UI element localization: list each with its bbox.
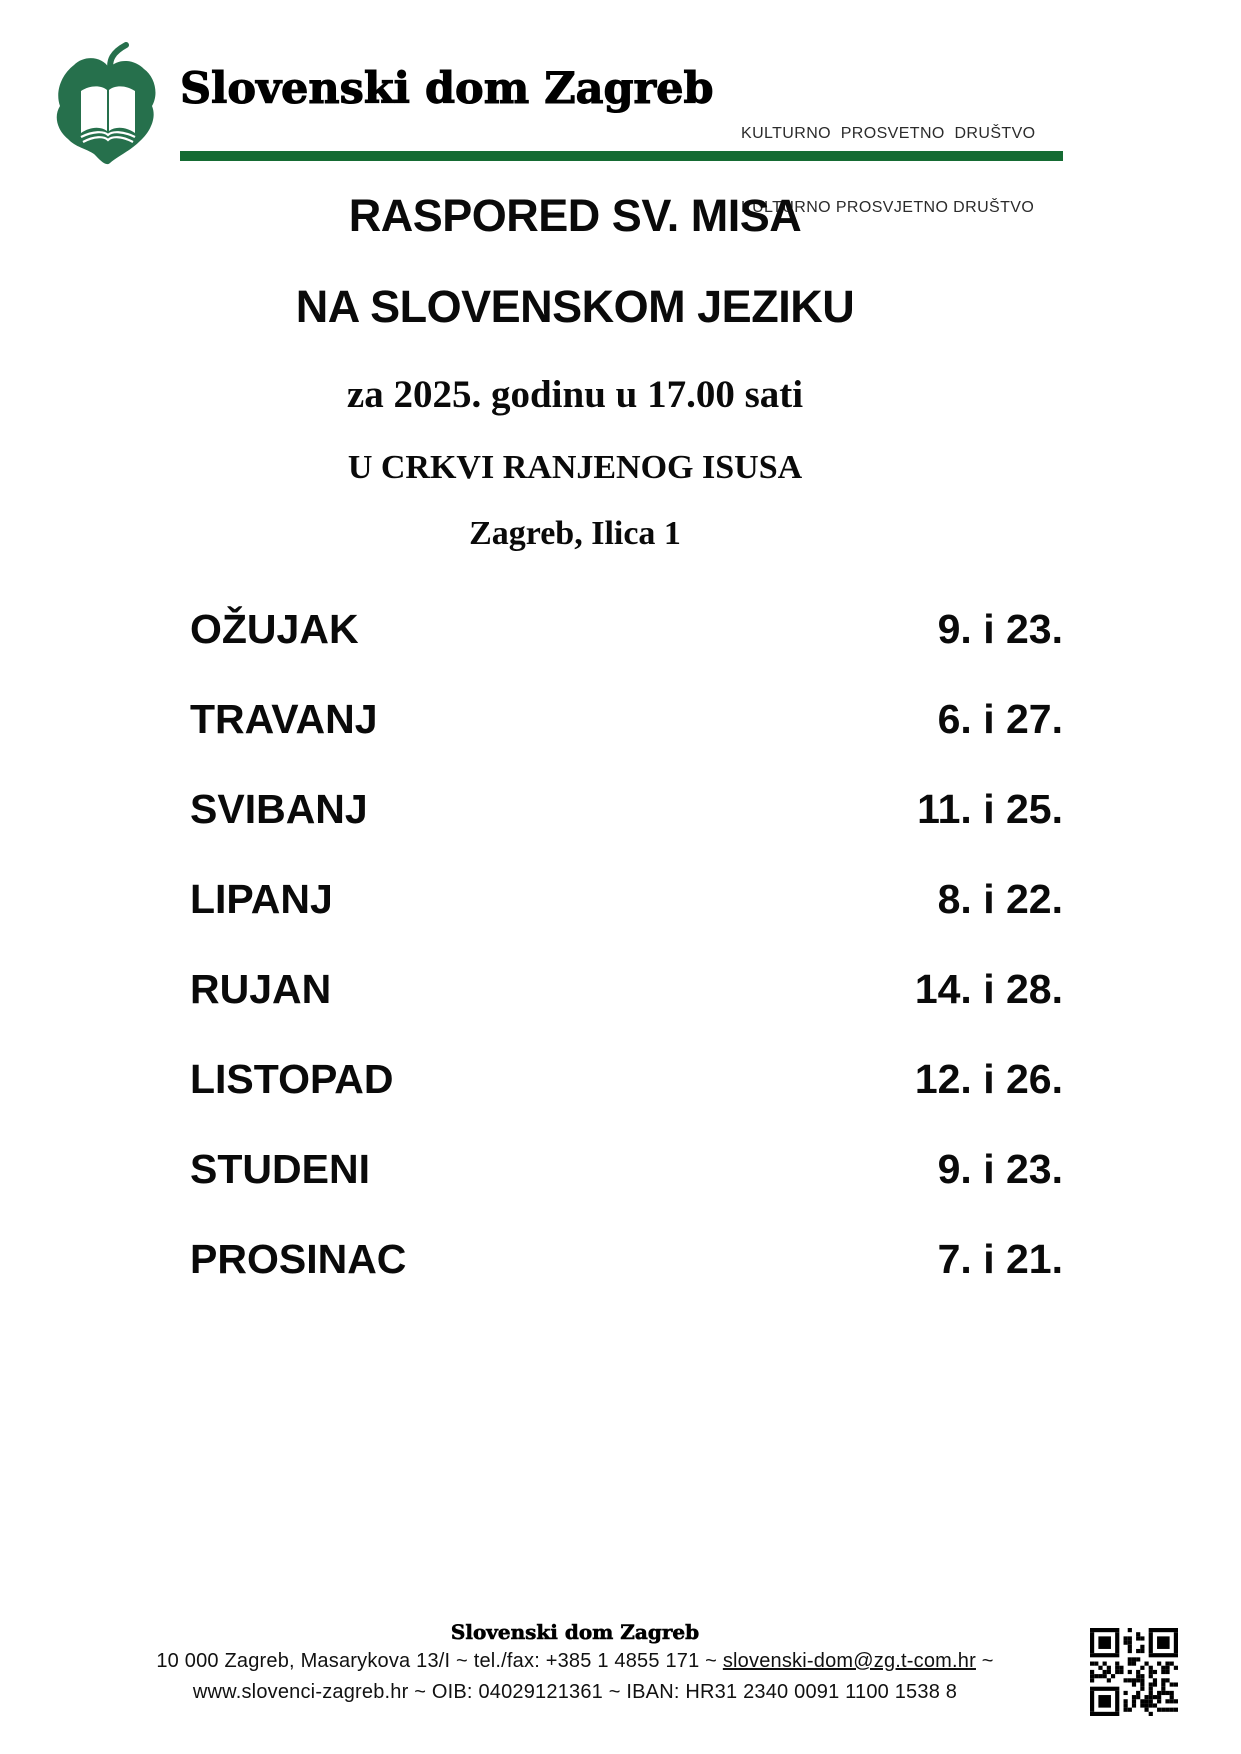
qr-code xyxy=(1090,1628,1178,1716)
month-label: LISTOPAD xyxy=(190,1056,394,1102)
mass-schedule-list xyxy=(190,606,1063,1326)
page-title-line-1: RASPORED SV. MISA xyxy=(348,190,802,241)
schedule-row xyxy=(190,696,1063,746)
header-divider xyxy=(180,151,1063,161)
org-title: Slovenski dom Zagreb xyxy=(180,64,714,114)
leaf-book-icon xyxy=(48,42,168,170)
schedule-row xyxy=(190,966,1063,1016)
month-dates: 7. i 21. xyxy=(937,1236,1063,1282)
society-line-2: KULTURNO PROSVJETNO DRUŠTVO xyxy=(741,198,1035,216)
qr-code-icon xyxy=(1090,1628,1178,1716)
month-dates: 14. i 28. xyxy=(914,966,1063,1012)
logo xyxy=(48,42,168,170)
month-label: STUDENI xyxy=(190,1146,370,1192)
schedule-row xyxy=(190,1236,1063,1286)
month-dates: 8. i 22. xyxy=(937,876,1063,922)
month-label: PROSINAC xyxy=(190,1236,407,1282)
society-line-1: KULTURNO PROSVETNO DRUŠTVO xyxy=(741,124,1036,142)
schedule-row xyxy=(190,606,1063,656)
month-dates: 9. i 23. xyxy=(937,1146,1063,1192)
footer-org-name: Slovenski dom Zagreb xyxy=(450,1620,700,1644)
address-location: Zagreb, Ilica 1 xyxy=(469,515,681,552)
month-dates: 12. i 26. xyxy=(914,1056,1063,1102)
email-link[interactable]: slovenski-dom@zg.t-com.hr xyxy=(722,1650,976,1672)
month-label: OŽUJAK xyxy=(190,606,359,652)
page-title-line-2: NA SLOVENSKOM JEZIKU xyxy=(295,281,855,332)
footer-address: 10 000 Zagreb, Masarykova 13/I ~ tel./fax: +385 1 4855 171 ~ xyxy=(156,1650,723,1672)
year-time-subtitle: za 2025. godinu u 17.00 sati xyxy=(346,373,804,416)
month-dates: 6. i 27. xyxy=(937,696,1063,742)
footer-web-oib-iban-line: www.slovenci-zagreb.hr ~ OIB: 04029121361 ~ IBAN: HR31 2340 0091 1100 1538 8 xyxy=(192,1681,958,1703)
month-dates: 9. i 23. xyxy=(937,606,1063,652)
month-label: TRAVANJ xyxy=(190,696,378,742)
month-label: LIPANJ xyxy=(190,876,333,922)
month-dates: 11. i 25. xyxy=(917,786,1063,832)
schedule-row xyxy=(190,786,1063,836)
footer-contact-line xyxy=(0,1650,1150,1673)
schedule-row xyxy=(190,876,1063,926)
footer-tilde: ~ xyxy=(975,1650,994,1672)
schedule-row xyxy=(190,1146,1063,1196)
schedule-row xyxy=(190,1056,1063,1106)
church-location: U CRKVI RANJENOG ISUSA xyxy=(347,449,803,486)
month-label: SVIBANJ xyxy=(190,786,368,832)
month-label: RUJAN xyxy=(190,966,332,1012)
